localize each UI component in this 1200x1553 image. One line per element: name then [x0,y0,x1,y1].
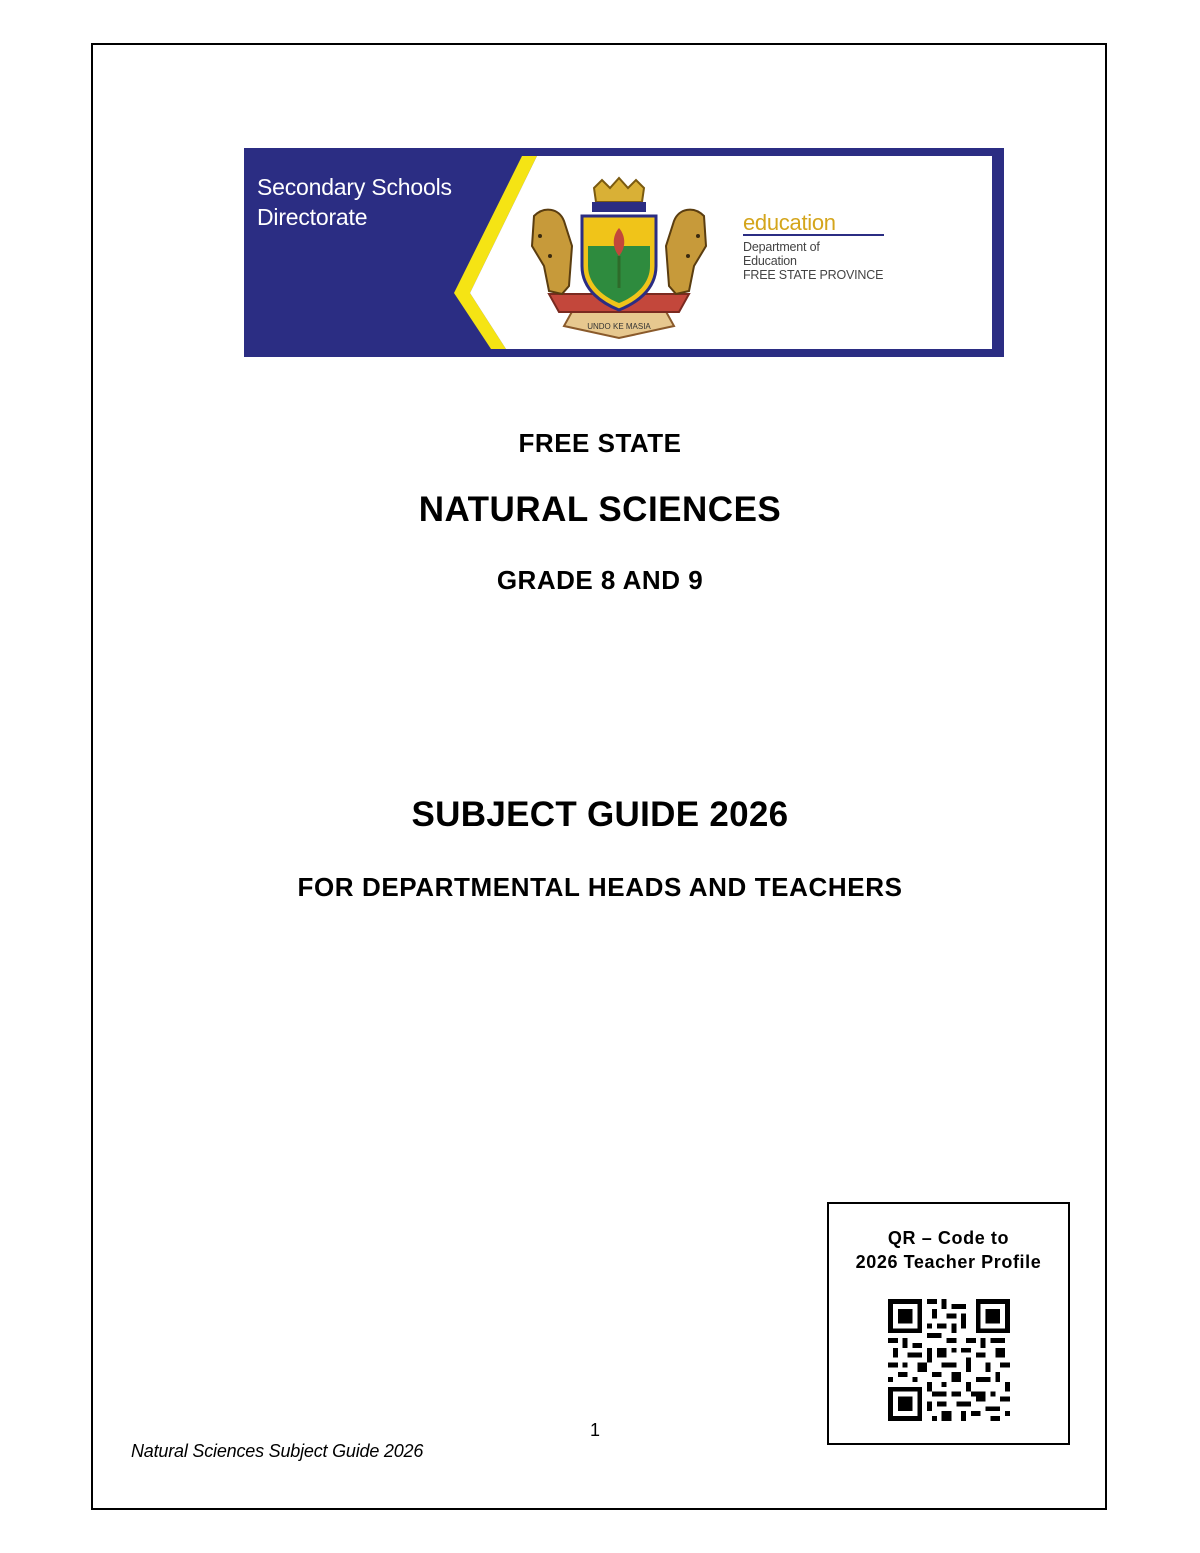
qr-caption-line1: QR – Code to [887,1228,1010,1248]
directorate-banner [244,148,1004,357]
education-word: education [743,212,884,236]
qr-code-icon[interactable] [888,1299,1010,1421]
coat-of-arms-icon [514,176,724,346]
footer-document-name: Natural Sciences Subject Guide 2026 [131,1441,424,1461]
qr-caption [829,1226,1068,1274]
subject-heading: NATURAL SCIENCES [418,490,782,529]
education-logo [743,212,884,282]
dept-line1: Department of [743,240,820,254]
directorate-line1: Secondary Schools [257,174,452,200]
audience-heading: FOR DEPARTMENTAL HEADS AND TEACHERS [297,872,903,902]
motto-text: UNDO KE MASIA [587,322,651,331]
state-heading: FREE STATE [518,428,682,458]
page-number: 1 [590,1420,601,1440]
guide-heading: SUBJECT GUIDE 2026 [411,795,789,834]
qr-panel [827,1202,1070,1445]
directorate-line2: Directorate [257,204,368,230]
qr-caption-line2: 2026 Teacher Profile [855,1252,1042,1272]
grade-heading: GRADE 8 AND 9 [496,565,704,595]
dept-line2: Education [743,254,797,268]
directorate-label [257,172,452,232]
dept-line3: FREE STATE PROVINCE [743,268,884,282]
